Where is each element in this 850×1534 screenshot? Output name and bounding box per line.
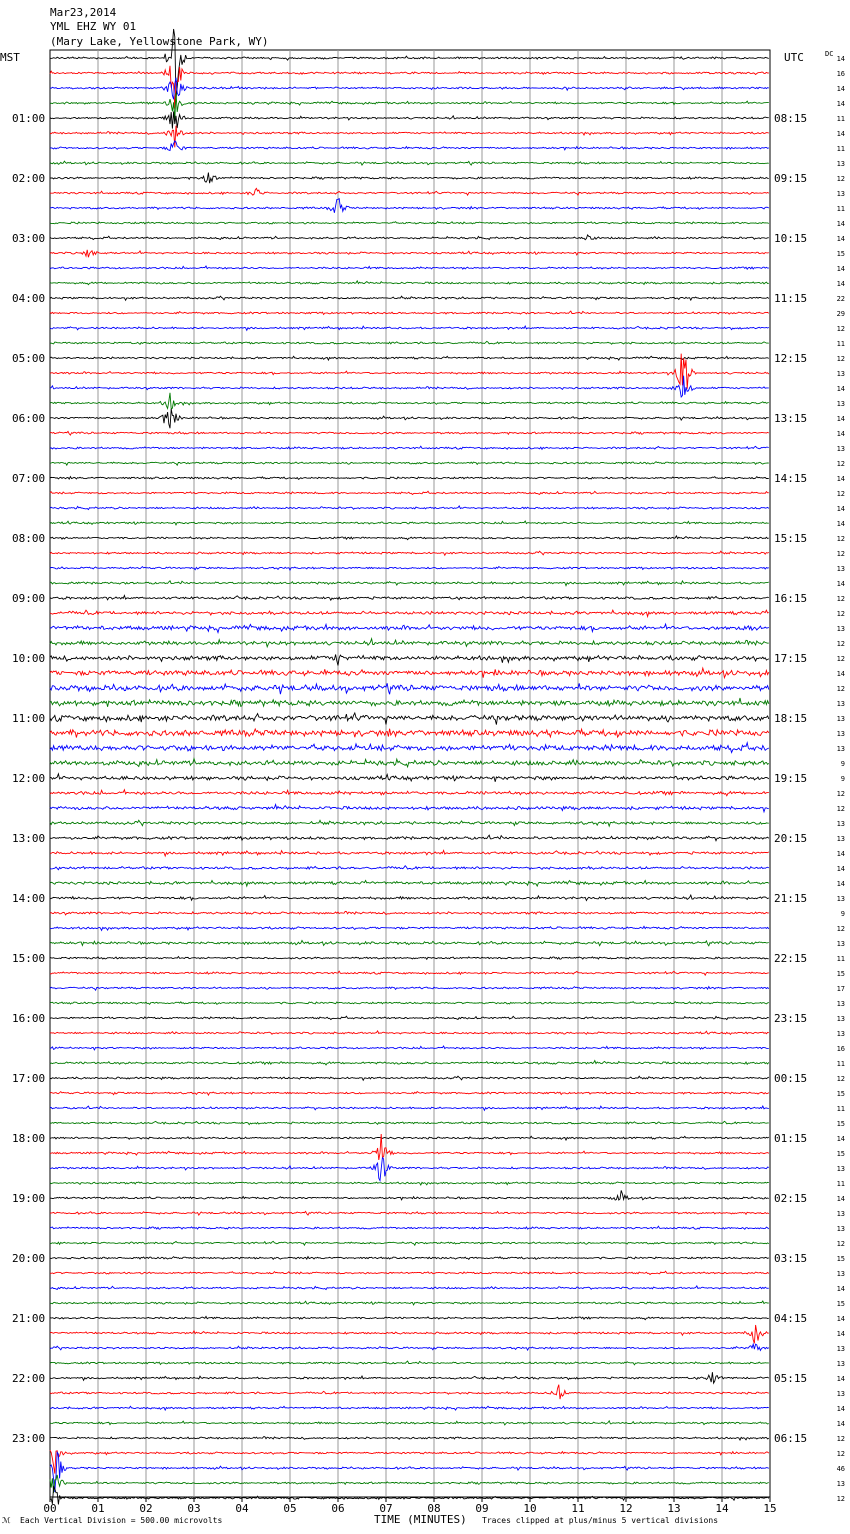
seismic-trace xyxy=(50,1406,769,1410)
seismic-trace xyxy=(50,881,769,887)
dc-offset-label: 11 xyxy=(836,1105,845,1113)
seismic-trace xyxy=(50,1475,769,1493)
dc-offset-label: 13 xyxy=(836,1390,845,1398)
dc-offset-label: 14 xyxy=(836,1135,845,1143)
dc-offset-label: 12 xyxy=(836,1435,845,1443)
dc-offset-label: 16 xyxy=(836,1045,845,1053)
seismic-trace xyxy=(50,926,769,930)
left-hour-label: 06:00 xyxy=(12,412,46,425)
right-hour-label: 22:15 xyxy=(774,952,808,965)
dc-offset-label: 13 xyxy=(836,940,845,948)
right-hour-label: 03:15 xyxy=(774,1252,808,1265)
seismic-trace xyxy=(50,431,769,435)
right-hour-label: 23:15 xyxy=(774,1012,808,1025)
seismic-trace xyxy=(50,1046,769,1050)
dc-offset-label: 12 xyxy=(836,610,845,618)
dc-offset-label: 14 xyxy=(836,1330,845,1338)
right-hour-label: 18:15 xyxy=(774,712,808,725)
seismic-trace xyxy=(50,161,769,165)
dc-offset-label: 12 xyxy=(836,1240,845,1248)
dc-offset-label: 14 xyxy=(836,280,845,288)
seismic-trace xyxy=(50,820,769,826)
dc-offset-label: 14 xyxy=(836,100,845,108)
x-tick-label: 01 xyxy=(91,1502,105,1515)
seismic-trace xyxy=(50,188,769,195)
dc-offset-label: 13 xyxy=(836,1000,845,1008)
x-tick-label: 14 xyxy=(715,1502,729,1515)
dc-offset-label: 13 xyxy=(836,730,845,738)
seismic-trace xyxy=(50,1241,769,1245)
seismic-trace xyxy=(50,1344,769,1350)
dc-offset-label: 13 xyxy=(836,1030,845,1038)
seismic-trace xyxy=(50,774,769,782)
dc-offset-label: 14 xyxy=(836,865,845,873)
dc-offset-label: 14 xyxy=(836,475,845,483)
seismic-trace xyxy=(50,1450,769,1473)
dc-offset-label: 13 xyxy=(836,190,845,198)
x-tick-label: 08 xyxy=(427,1502,441,1515)
dc-offset-label: 13 xyxy=(836,895,845,903)
left-hour-label: 04:00 xyxy=(12,292,46,305)
dc-offset-label: 13 xyxy=(836,370,845,378)
x-tick-label: 04 xyxy=(235,1502,249,1515)
x-tick-label: 07 xyxy=(379,1502,393,1515)
seismic-trace xyxy=(50,698,769,707)
seismic-trace xyxy=(50,266,769,269)
seismic-trace xyxy=(50,1286,769,1290)
dc-offset-label: 13 xyxy=(836,160,845,168)
seismic-trace xyxy=(50,141,769,151)
seismic-trace xyxy=(50,1257,769,1260)
seismic-trace xyxy=(50,1487,769,1505)
dc-offset-label: 15 xyxy=(836,1255,845,1263)
right-hour-label: 02:15 xyxy=(774,1192,808,1205)
left-hour-label: 18:00 xyxy=(12,1132,46,1145)
dc-offset-label: 11 xyxy=(836,955,845,963)
seismic-trace xyxy=(50,356,769,360)
seismic-trace xyxy=(50,521,769,525)
seismic-trace xyxy=(50,759,769,767)
seismic-trace xyxy=(50,683,769,694)
left-hour-label: 13:00 xyxy=(12,832,46,845)
left-hour-labels xyxy=(12,112,45,1445)
dc-offset-label: 12 xyxy=(836,595,845,603)
dc-offset-label: 14 xyxy=(836,55,845,63)
x-tick-label: 11 xyxy=(571,1502,585,1515)
dc-offset-label: 16 xyxy=(836,70,845,78)
header-date: Mar23,2014 xyxy=(50,6,117,19)
dc-offset-label: 13 xyxy=(836,1225,845,1233)
seismic-trace xyxy=(50,250,769,257)
dc-offset-label: 22 xyxy=(836,295,845,303)
right-axis-label: UTC xyxy=(784,51,804,64)
dc-offset-label: 11 xyxy=(836,1060,845,1068)
dc-offset-label: 13 xyxy=(836,400,845,408)
right-hour-label: 09:15 xyxy=(774,172,808,185)
seismic-trace xyxy=(50,835,769,841)
seismic-trace xyxy=(50,1106,769,1110)
logo-mark: ℳ xyxy=(2,1516,11,1525)
dc-offset-label: 11 xyxy=(836,205,845,213)
x-tick-label: 03 xyxy=(187,1502,201,1515)
header-location: (Mary Lake, Yellowstone Park, WY) xyxy=(50,35,269,48)
seismic-trace xyxy=(50,311,769,314)
left-hour-label: 16:00 xyxy=(12,1012,46,1025)
right-hour-label: 00:15 xyxy=(774,1072,808,1085)
scale-note: Each Vertical Division = 500.00 microvolts xyxy=(20,1516,223,1525)
dc-offset-label: 13 xyxy=(836,565,845,573)
seismic-trace xyxy=(50,446,769,449)
right-hour-label: 10:15 xyxy=(774,232,808,245)
dc-offset-label: 12 xyxy=(836,685,845,693)
seismic-trace xyxy=(50,126,769,148)
seismic-trace xyxy=(50,790,769,796)
seismic-trace xyxy=(50,805,769,812)
seismic-trace xyxy=(50,668,769,678)
dc-offset-label: 29 xyxy=(836,310,845,318)
seismic-trace xyxy=(50,1271,769,1274)
dc-offset-label: 46 xyxy=(836,1465,845,1473)
dc-offset-label: 9 xyxy=(840,760,845,768)
right-hour-label: 15:15 xyxy=(774,532,808,545)
seismic-trace xyxy=(50,1211,769,1215)
dc-offset-label: 15 xyxy=(836,1300,845,1308)
x-tick-label: 12 xyxy=(619,1502,633,1515)
seismic-trace xyxy=(50,491,769,494)
dc-offset-label: 12 xyxy=(836,640,845,648)
seismic-trace xyxy=(50,506,769,510)
seismic-trace xyxy=(50,393,769,409)
seismic-trace xyxy=(50,477,769,480)
left-hour-label: 14:00 xyxy=(12,892,46,905)
dc-offset-label: 12 xyxy=(836,490,845,498)
dc-offset-label: 14 xyxy=(836,505,845,513)
seismic-trace xyxy=(50,222,769,224)
left-hour-label: 10:00 xyxy=(12,652,46,665)
seismic-trace xyxy=(50,624,769,632)
dc-offset-label: 14 xyxy=(836,265,845,273)
dc-offset-label: 11 xyxy=(836,145,845,153)
dc-offset-label: 14 xyxy=(836,385,845,393)
dc-offset-label: 12 xyxy=(836,325,845,333)
right-hour-label: 19:15 xyxy=(774,772,808,785)
seismic-trace xyxy=(50,1092,769,1096)
seismic-trace xyxy=(50,1372,769,1383)
seismic-trace xyxy=(50,1421,769,1425)
right-hour-label: 16:15 xyxy=(774,592,808,605)
left-hour-label: 03:00 xyxy=(12,232,46,245)
dc-offset-label: 14 xyxy=(836,1420,845,1428)
dc-offset-label: 12 xyxy=(836,1075,845,1083)
seismic-trace xyxy=(50,1316,769,1319)
right-hour-label: 20:15 xyxy=(774,832,808,845)
dc-offset-label: 14 xyxy=(836,1195,845,1203)
dc-offset-label: 13 xyxy=(836,1345,845,1353)
seismic-trace xyxy=(50,1301,769,1305)
dc-offset-label: 9 xyxy=(840,910,845,918)
seismic-trace xyxy=(50,376,769,397)
seismic-trace xyxy=(50,1016,769,1019)
seismic-trace xyxy=(50,1031,769,1035)
seismic-trace xyxy=(50,639,769,647)
dc-offset-label: 12 xyxy=(836,355,845,363)
seismic-trace xyxy=(50,93,769,120)
dc-offset-label: 14 xyxy=(836,130,845,138)
x-tick-label: 15 xyxy=(763,1502,777,1515)
dc-offset-label: 17 xyxy=(836,985,845,993)
seismic-trace xyxy=(50,850,769,856)
seismic-trace xyxy=(50,1226,769,1229)
dc-offset-label: 13 xyxy=(836,1480,845,1488)
left-hour-label: 19:00 xyxy=(12,1192,46,1205)
dc-offset-label: 13 xyxy=(836,1210,845,1218)
dc-offset-label: 13 xyxy=(836,820,845,828)
seismic-trace xyxy=(50,1437,769,1440)
seismic-trace xyxy=(50,1182,769,1185)
seismic-trace xyxy=(50,1385,769,1399)
seismic-trace xyxy=(50,235,769,240)
dc-offset-label: 13 xyxy=(836,1270,845,1278)
right-hour-label: 11:15 xyxy=(774,292,808,305)
right-hour-label: 04:15 xyxy=(774,1312,808,1325)
dc-offset-label: 12 xyxy=(836,1450,845,1458)
x-tick-label: 05 xyxy=(283,1502,297,1515)
seismic-trace xyxy=(50,567,769,571)
seismic-trace xyxy=(50,1061,769,1065)
seismic-trace xyxy=(50,1076,769,1080)
x-axis-label: TIME (MINUTES) xyxy=(374,1513,467,1526)
dc-offset-label: 14 xyxy=(836,580,845,588)
seismic-trace xyxy=(50,655,769,666)
dc-offset-label: 13 xyxy=(836,745,845,753)
left-hour-label: 23:00 xyxy=(12,1432,46,1445)
seismic-trace xyxy=(50,895,769,900)
dc-offset-label: 14 xyxy=(836,1375,845,1383)
left-hour-label: 12:00 xyxy=(12,772,46,785)
trace-group xyxy=(50,29,769,1504)
dc-offset-label: 11 xyxy=(836,340,845,348)
dc-offset-label: 12 xyxy=(836,535,845,543)
left-hour-label: 08:00 xyxy=(12,532,46,545)
seismic-trace xyxy=(50,866,769,870)
dc-offset-label: 14 xyxy=(836,850,845,858)
seismic-trace xyxy=(50,957,769,960)
left-hour-label: 15:00 xyxy=(12,952,46,965)
seismic-trace xyxy=(50,610,769,616)
dc-offset-label: 12 xyxy=(836,1495,845,1503)
dc-offset-label: 14 xyxy=(836,235,845,243)
seismic-trace xyxy=(50,326,769,330)
x-tick-label: 06 xyxy=(331,1502,345,1515)
dc-offset-label: 15 xyxy=(836,1090,845,1098)
dc-offset-label: 12 xyxy=(836,655,845,663)
header-station: YML EHZ WY 01 xyxy=(50,20,137,33)
dc-label: DC xyxy=(825,50,834,58)
seismic-trace xyxy=(50,1190,769,1200)
left-hour-label: 21:00 xyxy=(12,1312,46,1325)
seismic-trace xyxy=(50,199,769,213)
seismic-trace xyxy=(50,1136,769,1140)
left-hour-label: 20:00 xyxy=(12,1252,46,1265)
dc-offset-label: 13 xyxy=(836,700,845,708)
seismic-trace xyxy=(50,341,769,344)
seismic-trace xyxy=(50,1361,769,1365)
seismic-trace xyxy=(50,536,769,540)
right-hour-label: 14:15 xyxy=(774,472,808,485)
x-tick-label: 09 xyxy=(475,1502,489,1515)
seismic-trace xyxy=(50,1158,769,1181)
right-hour-label: 06:15 xyxy=(774,1432,808,1445)
dc-offset-label: 14 xyxy=(836,85,845,93)
dc-offset-label: 14 xyxy=(836,1405,845,1413)
dc-offset-label: 12 xyxy=(836,790,845,798)
dc-offset-label: 11 xyxy=(836,1180,845,1188)
seismic-trace xyxy=(50,743,769,753)
dc-offset-labels xyxy=(837,55,845,1503)
dc-offset-label: 14 xyxy=(836,220,845,228)
dc-offset-label: 13 xyxy=(836,445,845,453)
dc-offset-label: 11 xyxy=(836,115,845,123)
seismic-trace xyxy=(50,112,769,129)
seismic-trace xyxy=(50,1325,769,1343)
right-hour-label: 13:15 xyxy=(774,412,808,425)
right-hour-label: 01:15 xyxy=(774,1132,808,1145)
right-hour-label: 05:15 xyxy=(774,1372,808,1385)
dc-offset-label: 14 xyxy=(836,1315,845,1323)
left-hour-label: 09:00 xyxy=(12,592,46,605)
dc-offset-label: 13 xyxy=(836,1360,845,1368)
dc-offset-label: 12 xyxy=(836,175,845,183)
right-hour-label: 08:15 xyxy=(774,112,808,125)
seismic-trace xyxy=(50,581,769,586)
x-tick-label: 00 xyxy=(43,1502,57,1515)
dc-offset-label: 13 xyxy=(836,625,845,633)
x-tick-label: 13 xyxy=(667,1502,681,1515)
left-hour-label: 11:00 xyxy=(12,712,46,725)
dc-offset-label: 14 xyxy=(836,430,845,438)
seismic-trace xyxy=(50,1452,769,1492)
seismic-trace xyxy=(50,281,769,285)
clip-note: Traces clipped at plus/minus 5 vertical divisions xyxy=(482,1516,719,1525)
dc-offset-label: 13 xyxy=(836,835,845,843)
left-hour-label: 01:00 xyxy=(12,112,46,125)
seismic-trace xyxy=(50,1002,769,1005)
seismic-trace xyxy=(50,595,769,600)
seismic-trace xyxy=(50,1121,769,1124)
seismic-trace xyxy=(50,729,769,738)
left-hour-label: 17:00 xyxy=(12,1072,46,1085)
seismic-trace xyxy=(50,911,769,915)
dc-offset-label: 13 xyxy=(836,715,845,723)
x-tick-label: 02 xyxy=(139,1502,153,1515)
right-hour-label: 21:15 xyxy=(774,892,808,905)
dc-offset-label: 14 xyxy=(836,520,845,528)
dc-offset-label: 12 xyxy=(836,925,845,933)
left-hour-label: 07:00 xyxy=(12,472,46,485)
dc-offset-label: 12 xyxy=(836,550,845,558)
x-tick-label: 10 xyxy=(523,1502,537,1515)
right-hour-labels xyxy=(774,112,807,1445)
seismic-trace xyxy=(50,296,769,300)
left-hour-label: 02:00 xyxy=(12,172,46,185)
dc-offset-label: 12 xyxy=(836,805,845,813)
left-hour-label: 22:00 xyxy=(12,1372,46,1385)
left-hour-label: 05:00 xyxy=(12,352,46,365)
dc-offset-label: 13 xyxy=(836,1165,845,1173)
left-axis-label: MST xyxy=(0,51,20,64)
dc-offset-label: 15 xyxy=(836,1150,845,1158)
dc-offset-label: 15 xyxy=(836,250,845,258)
seismic-trace xyxy=(50,78,769,100)
dc-offset-label: 14 xyxy=(836,880,845,888)
right-hour-label: 17:15 xyxy=(774,652,808,665)
plot-frame xyxy=(50,50,770,1497)
dc-offset-label: 12 xyxy=(836,460,845,468)
seismic-trace xyxy=(50,713,769,725)
seismic-trace xyxy=(50,941,769,946)
seismic-trace xyxy=(50,409,769,428)
dc-offset-label: 14 xyxy=(836,415,845,423)
dc-offset-label: 14 xyxy=(836,1285,845,1293)
seismic-trace xyxy=(50,462,769,466)
dc-offset-label: 15 xyxy=(836,1120,845,1128)
seismic-trace xyxy=(50,971,769,975)
seismic-trace xyxy=(50,551,769,555)
seismic-trace xyxy=(50,173,769,184)
seismic-trace xyxy=(50,987,769,991)
dc-offset-label: 13 xyxy=(836,1015,845,1023)
right-hour-label: 12:15 xyxy=(774,352,808,365)
dc-offset-label: 15 xyxy=(836,970,845,978)
dc-offset-label: 9 xyxy=(840,775,845,783)
dc-offset-label: 14 xyxy=(836,670,845,678)
